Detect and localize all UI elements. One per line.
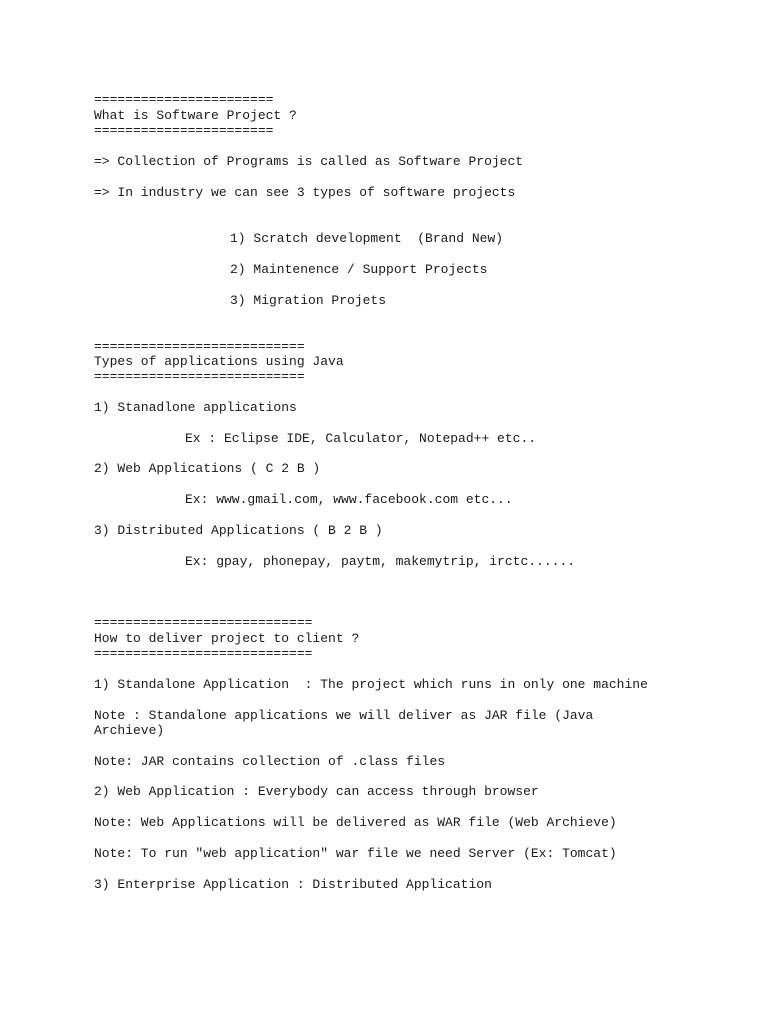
delivery-note: Note: Web Applications will be delivered as WAR file (Web Archieve) [94,815,617,830]
section2-rule-top: =========================== [94,339,305,354]
app-type-heading: 1) Stanadlone applications [94,400,297,415]
section2-title: Types of applications using Java [94,354,344,369]
app-type-heading: 2) Web Applications ( C 2 B ) [94,461,321,476]
section1-rule-top: ======================= [94,92,274,107]
section1-point-2: => In industry we can see 3 types of software projects [94,185,516,200]
delivery-line: 3) Enterprise Application : Distributed Application [94,877,492,892]
app-type-example: Ex: gpay, phonepay, paytm, makemytrip, irctc...... [185,554,576,569]
delivery-line: 1) Standalone Application : The project which runs in only one machine [94,677,648,692]
section3-title: How to deliver project to client ? [94,631,360,646]
project-type-item: 1) Scratch development (Brand New) [230,231,504,246]
section3-rule-top: ============================ [94,615,313,630]
project-type-item: 3) Migration Projets [230,293,387,308]
project-type-item: 2) Maintenence / Support Projects [230,262,488,277]
delivery-note: Note: To run "web application" war file we need Server (Ex: Tomcat) [94,846,617,861]
section1-point-1: => Collection of Programs is called as Software Project [94,154,524,169]
delivery-line: 2) Web Application : Everybody can access through browser [94,784,539,799]
section1-rule-bottom: ======================= [94,123,274,138]
app-type-heading: 3) Distributed Applications ( B 2 B ) [94,523,383,538]
app-type-example: Ex : Eclipse IDE, Calculator, Notepad++ etc.. [185,431,537,446]
delivery-note: Note : Standalone applications we will deliver as JAR file (Java Archieve) [94,708,602,738]
app-type-example: Ex: www.gmail.com, www.facebook.com etc... [185,492,513,507]
delivery-note: Note: JAR contains collection of .class files [94,754,446,769]
section3-rule-bottom: ============================ [94,646,313,661]
section2-rule-bottom: =========================== [94,369,305,384]
section1-title: What is Software Project ? [94,108,297,123]
